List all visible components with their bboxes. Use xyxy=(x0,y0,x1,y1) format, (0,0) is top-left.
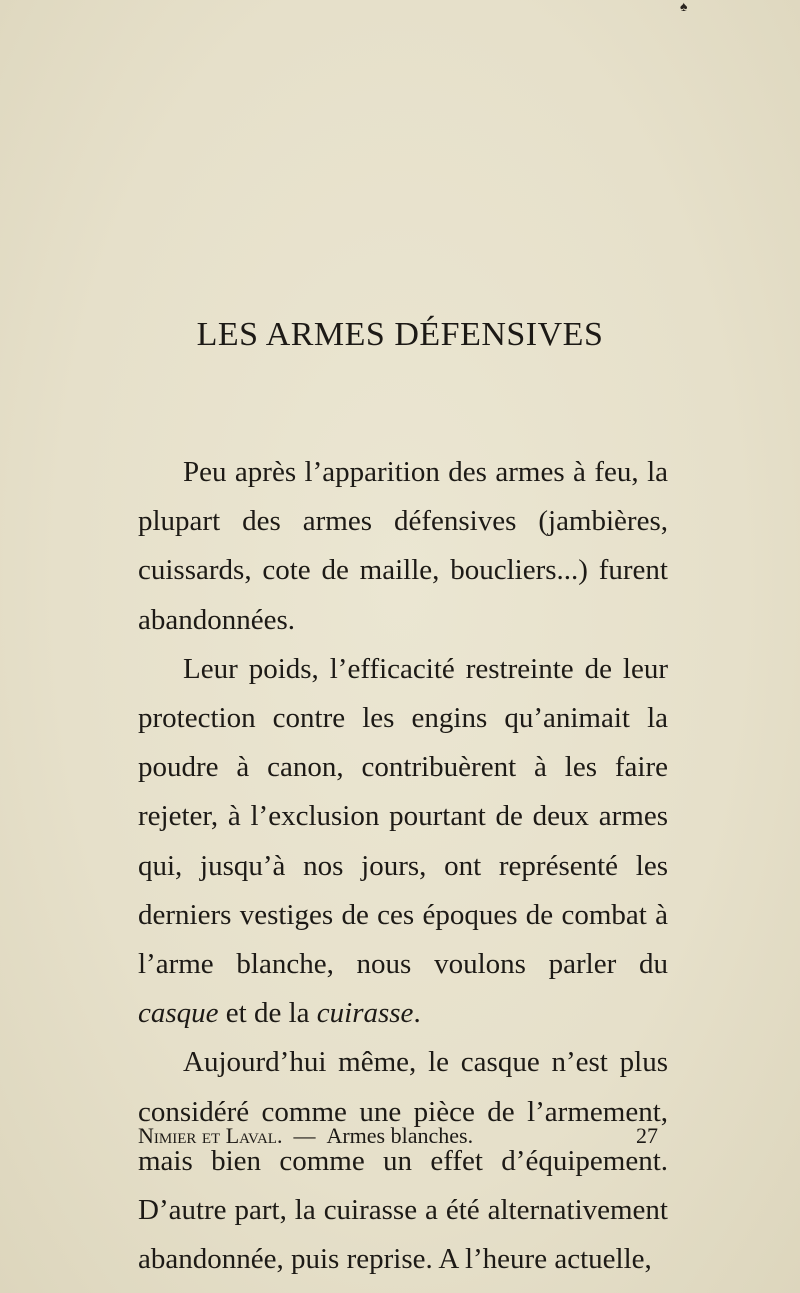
paragraph-2-text-after: . xyxy=(413,997,421,1030)
footer-source xyxy=(138,1123,473,1149)
body-text xyxy=(138,448,668,1284)
page-footer xyxy=(138,1123,658,1149)
paragraph-2-text-mid: et de la xyxy=(218,997,317,1030)
chapter-title: LES ARMES DÉFENSIVES xyxy=(196,316,604,353)
footer-authors: Nimier et Laval. xyxy=(138,1123,283,1148)
footer-separator: — xyxy=(293,1123,316,1148)
paragraph-2 xyxy=(138,645,668,1039)
footer-book-title: Armes blanches. xyxy=(326,1123,474,1148)
corner-mark-icon: ♠ xyxy=(680,0,688,15)
footer-signature: 27 xyxy=(636,1123,658,1148)
italic-casque: casque xyxy=(138,997,219,1030)
italic-cuirasse: cuirasse xyxy=(316,997,414,1030)
paragraph-1: Peu après l’apparition des armes à feu, la plupart des armes défensives (jambières, cuissards, cote de maille, boucliers...) furent abandonnées. xyxy=(138,456,668,636)
paragraph-2-text-before: Leur poids, l’efficacité restreinte de leur protection contre les engins qu’animait la poudre à canon, contribuèrent à les faire rejeter, à l’exclusion pourtant de deux armes qui, jusqu’à nos jours, ont représenté les derniers vestiges de ces époques de combat à l’arme blanche, nous voulons parler du xyxy=(138,652,668,981)
paragraph-3: Aujourd’hui même, le casque n’est plus considéré comme une pièce de l’armement, mais bien comme un effet d’équipement. D’autre part, la cuirasse a été alternativement abandonnée, puis reprise. A l’heure actuelle, xyxy=(138,1046,668,1276)
